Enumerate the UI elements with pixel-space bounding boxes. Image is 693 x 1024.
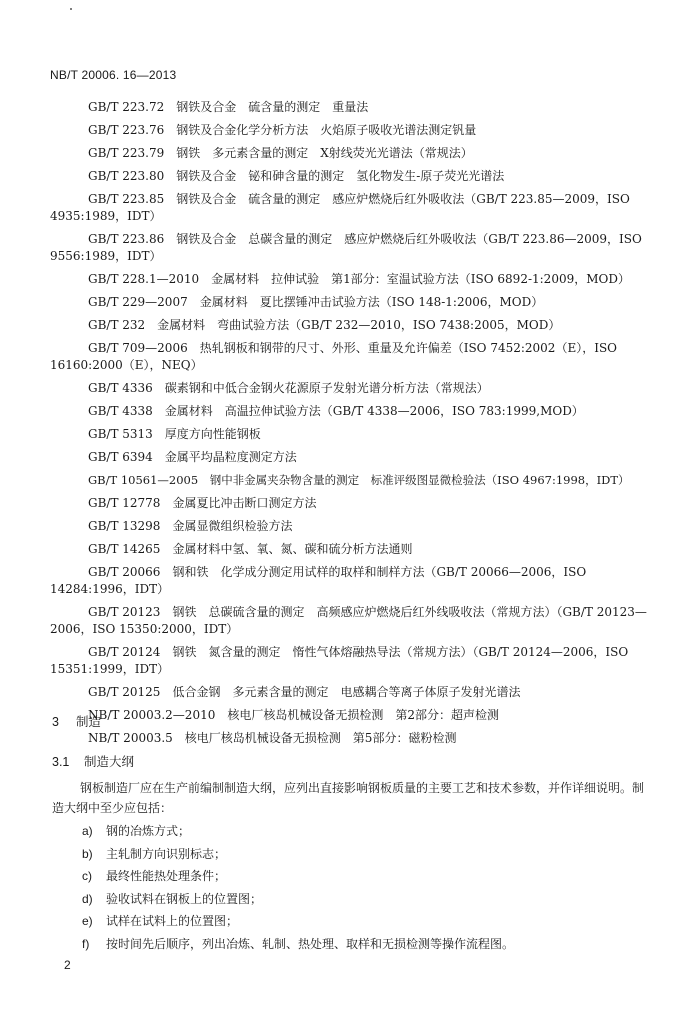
list-label: b) [82, 846, 93, 861]
document-header: NB/T 20006. 16—2013 [50, 68, 177, 82]
section-number: 3 [52, 715, 59, 729]
list-label: d) [82, 891, 93, 906]
reference-item: GB/T 223.85 钢铁及合金 硫含量的测定 感应炉燃烧后红外吸收法（GB/T 223.85—2009，ISO 4935:1989，IDT） [50, 192, 630, 223]
section-heading-3-1 [52, 752, 134, 770]
reference-item: GB/T 4336 碳素钢和中低合金钢火花源原子发射光谱分析方法（常规法） [88, 381, 489, 395]
list-item [82, 865, 514, 888]
section-title: 制造 [76, 715, 102, 729]
reference-item: GB/T 223.80 钢铁及合金 铋和砷含量的测定 氢化物发生-原子荧光光谱法 [88, 169, 505, 183]
reference-item: GB/T 20124 钢铁 氮含量的测定 惰性气体熔融热导法（常规方法）（GB/T 20124—2006，ISO 15351:1999，IDT） [50, 645, 629, 676]
reference-item: GB/T 20123 钢铁 总碳硫含量的测定 高频感应炉燃烧后红外线吸收法（常规方法）（GB/T 20123—2006，ISO 15350:2000，IDT） [50, 605, 647, 636]
reference-item: GB/T 223.79 钢铁 多元素含量的测定 X射线荧光光谱法（常规法） [88, 146, 473, 160]
list-label: e) [82, 914, 93, 928]
list-text: 钢的冶炼方式； [106, 824, 191, 838]
list-text: 最终性能热处理条件； [106, 869, 227, 883]
reference-item: GB/T 229—2007 金属材料 夏比摆锤冲击试验方法（ISO 148-1:2006，MOD） [88, 295, 544, 309]
reference-item: GB/T 5313 厚度方向性能钢板 [88, 427, 261, 441]
section-heading-3 [52, 712, 101, 730]
reference-item: GB/T 6394 金属平均晶粒度测定方法 [88, 450, 297, 464]
normative-references-list [0, 96, 693, 750]
reference-item: GB/T 228.1—2010 金属材料 拉伸试验 第1部分：室温试验方法（ISO 6892-1:2009，MOD） [88, 272, 630, 286]
body-paragraph: 钢板制造厂应在生产前编制制造大纲，应列出直接影响钢板质量的主要工艺和技术参数，并作详细说明。制造大纲中至少应包括： [52, 781, 645, 815]
reference-item: NB/T 20003.5 核电厂核岛机械设备无损检测 第5部分：磁粉检测 [88, 731, 457, 745]
section-title: 制造大纲 [84, 755, 135, 769]
scan-speck [70, 8, 72, 10]
reference-item: GB/T 14265 金属材料中氢、氧、氮、碳和硫分析方法通则 [88, 542, 413, 556]
reference-item: GB/T 223.72 钢铁及合金 硫含量的测定 重量法 [88, 100, 369, 114]
reference-item: GB/T 709—2006 热轧钢板和钢带的尺寸、外形、重量及允许偏差（ISO 7452:2002（E），ISO 16160:2000（E），NEQ） [50, 341, 618, 372]
list-text: 验收试料在钢板上的位置图； [106, 891, 263, 906]
list-item [82, 888, 514, 911]
reference-item: GB/T 4338 金属材料 高温拉伸试验方法（GB/T 4338—2006，ISO 783:1999,MOD） [88, 404, 584, 418]
list-label: c) [82, 869, 92, 883]
list-text: 试样在试料上的位置图； [106, 914, 239, 928]
list-item [82, 843, 514, 866]
page-number: 2 [64, 958, 71, 972]
reference-item: GB/T 13298 金属显微组织检验方法 [88, 519, 293, 533]
list-text: 按时间先后顺序，列出冶炼、轧制、热处理、取样和无损检测等操作流程图。 [106, 936, 515, 951]
reference-item: GB/T 20066 钢和铁 化学成分测定用试样的取样和制样方法（GB/T 20066—2006，ISO 14284:1996，IDT） [50, 565, 587, 596]
reference-item: GB/T 10561—2005 钢中非金属夹杂物含量的测定 标准评级图显微检验法（ISO 4967:1998，IDT） [88, 473, 630, 487]
list-label: a) [82, 824, 93, 838]
reference-item: GB/T 12778 金属夏比冲击断口测定方法 [88, 496, 317, 510]
list-item [82, 933, 514, 956]
list-label: f) [82, 936, 90, 951]
list-text: 主轧制方向识别标志； [106, 846, 227, 861]
requirements-list [82, 820, 514, 955]
reference-item: GB/T 223.76 钢铁及合金化学分析方法 火焰原子吸收光谱法测定钒量 [88, 123, 477, 137]
reference-item: GB/T 232 金属材料 弯曲试验方法（GB/T 232—2010，ISO 7438:2005，MOD） [88, 318, 561, 332]
list-item [82, 910, 514, 933]
section-number: 3.1 [52, 755, 70, 769]
list-item [82, 820, 514, 843]
reference-item: GB/T 20125 低合金钢 多元素含量的测定 电感耦合等离子体原子发射光谱法 [88, 685, 521, 699]
reference-item: GB/T 223.86 钢铁及合金 总碳含量的测定 感应炉燃烧后红外吸收法（GB/T 223.86—2009，ISO 9556:1989，IDT） [50, 232, 642, 263]
reference-item: NB/T 20003.2—2010 核电厂核岛机械设备无损检测 第2部分：超声检测 [88, 708, 499, 722]
